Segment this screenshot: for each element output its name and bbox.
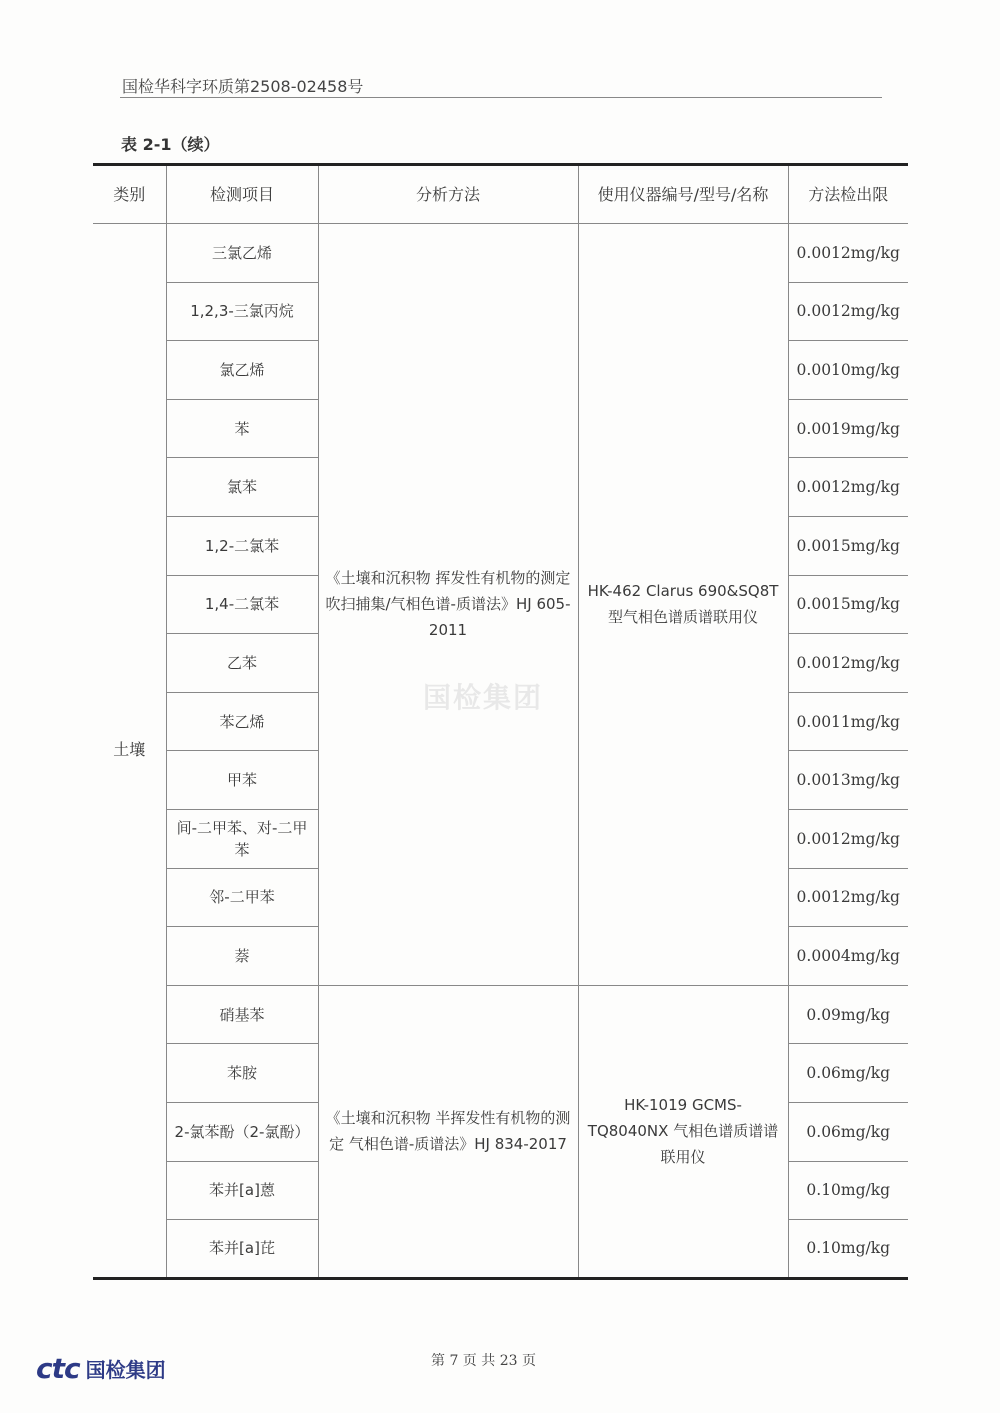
analysis-method-cell: 《土壤和沉积物 挥发性有机物的测定 吹扫捕集/气相色谱-质谱法》HJ 605-2011 xyxy=(318,224,578,986)
table-row xyxy=(93,224,908,283)
test-item-cell: 苯乙烯 xyxy=(166,692,318,751)
test-item-cell: 苯并[a]芘 xyxy=(166,1220,318,1279)
test-item-cell: 1,2-二氯苯 xyxy=(166,516,318,575)
test-item-cell: 甲苯 xyxy=(166,751,318,810)
detection-limit-cell: 0.0010mg/kg xyxy=(788,341,908,400)
column-header-limit: 方法检出限 xyxy=(788,165,908,224)
detection-limit-cell: 0.0012mg/kg xyxy=(788,224,908,283)
analysis-method-cell: 《土壤和沉积物 半挥发性有机物的测定 气相色谱-质谱法》HJ 834-2017 xyxy=(318,985,578,1278)
detection-limit-cell: 0.0015mg/kg xyxy=(788,575,908,634)
detection-limit-cell: 0.10mg/kg xyxy=(788,1220,908,1279)
detection-limit-cell: 0.0012mg/kg xyxy=(788,634,908,693)
detection-limit-cell: 0.09mg/kg xyxy=(788,985,908,1044)
test-item-cell: 间-二甲苯、对-二甲苯 xyxy=(166,809,318,868)
company-logo xyxy=(36,1352,166,1385)
ctc-logo-mark: ctc xyxy=(36,1352,80,1385)
watermark: 国检集团 xyxy=(423,681,544,714)
test-item-cell: 邻-二甲苯 xyxy=(166,868,318,927)
instrument-cell: HK-1019 GCMS-TQ8040NX 气相色谱质谱谱联用仪 xyxy=(578,985,788,1278)
test-item-cell: 苯并[a]蒽 xyxy=(166,1161,318,1220)
detection-limit-cell: 0.0012mg/kg xyxy=(788,282,908,341)
detection-limit-cell: 0.0011mg/kg xyxy=(788,692,908,751)
detection-method-table xyxy=(93,163,908,1280)
table-body xyxy=(93,224,908,1279)
instrument-cell: HK-462 Clarus 690&SQ8T 型气相色谱质谱联用仪 xyxy=(578,224,788,986)
detection-limit-cell: 0.06mg/kg xyxy=(788,1044,908,1103)
table-row xyxy=(93,985,908,1044)
logo-text: 国检集团 xyxy=(85,1358,166,1382)
test-item-cell: 苯 xyxy=(166,399,318,458)
detection-limit-cell: 0.0004mg/kg xyxy=(788,927,908,986)
header-divider xyxy=(120,97,882,98)
detection-limit-cell: 0.0013mg/kg xyxy=(788,751,908,810)
column-header-method: 分析方法 xyxy=(318,165,578,224)
detection-limit-cell: 0.0015mg/kg xyxy=(788,516,908,575)
report-number: 国检华科字环质第2508-02458号 xyxy=(122,77,364,96)
detection-limit-cell: 0.0012mg/kg xyxy=(788,809,908,868)
test-item-cell: 萘 xyxy=(166,927,318,986)
test-item-cell: 1,2,3-三氯丙烷 xyxy=(166,282,318,341)
test-item-cell: 乙苯 xyxy=(166,634,318,693)
test-item-cell: 硝基苯 xyxy=(166,985,318,1044)
table-caption: 表 2-1（续） xyxy=(121,135,220,154)
detection-limit-cell: 0.0012mg/kg xyxy=(788,868,908,927)
column-header-instrument: 使用仪器编号/型号/名称 xyxy=(578,165,788,224)
detection-limit-cell: 0.0012mg/kg xyxy=(788,458,908,517)
test-item-cell: 氯苯 xyxy=(166,458,318,517)
category-cell: 土壤 xyxy=(93,224,166,1279)
detection-limit-cell: 0.0019mg/kg xyxy=(788,399,908,458)
column-header-item: 检测项目 xyxy=(166,165,318,224)
test-item-cell: 苯胺 xyxy=(166,1044,318,1103)
detection-limit-cell: 0.10mg/kg xyxy=(788,1161,908,1220)
test-item-cell: 氯乙烯 xyxy=(166,341,318,400)
table-header-row xyxy=(93,165,908,224)
test-item-cell: 2-氯苯酚（2-氯酚） xyxy=(166,1102,318,1161)
test-item-cell: 1,4-二氯苯 xyxy=(166,575,318,634)
page-number: 第 7 页 共 23 页 xyxy=(431,1353,536,1369)
test-item-cell: 三氯乙烯 xyxy=(166,224,318,283)
detection-limit-cell: 0.06mg/kg xyxy=(788,1102,908,1161)
column-header-category: 类别 xyxy=(93,165,166,224)
